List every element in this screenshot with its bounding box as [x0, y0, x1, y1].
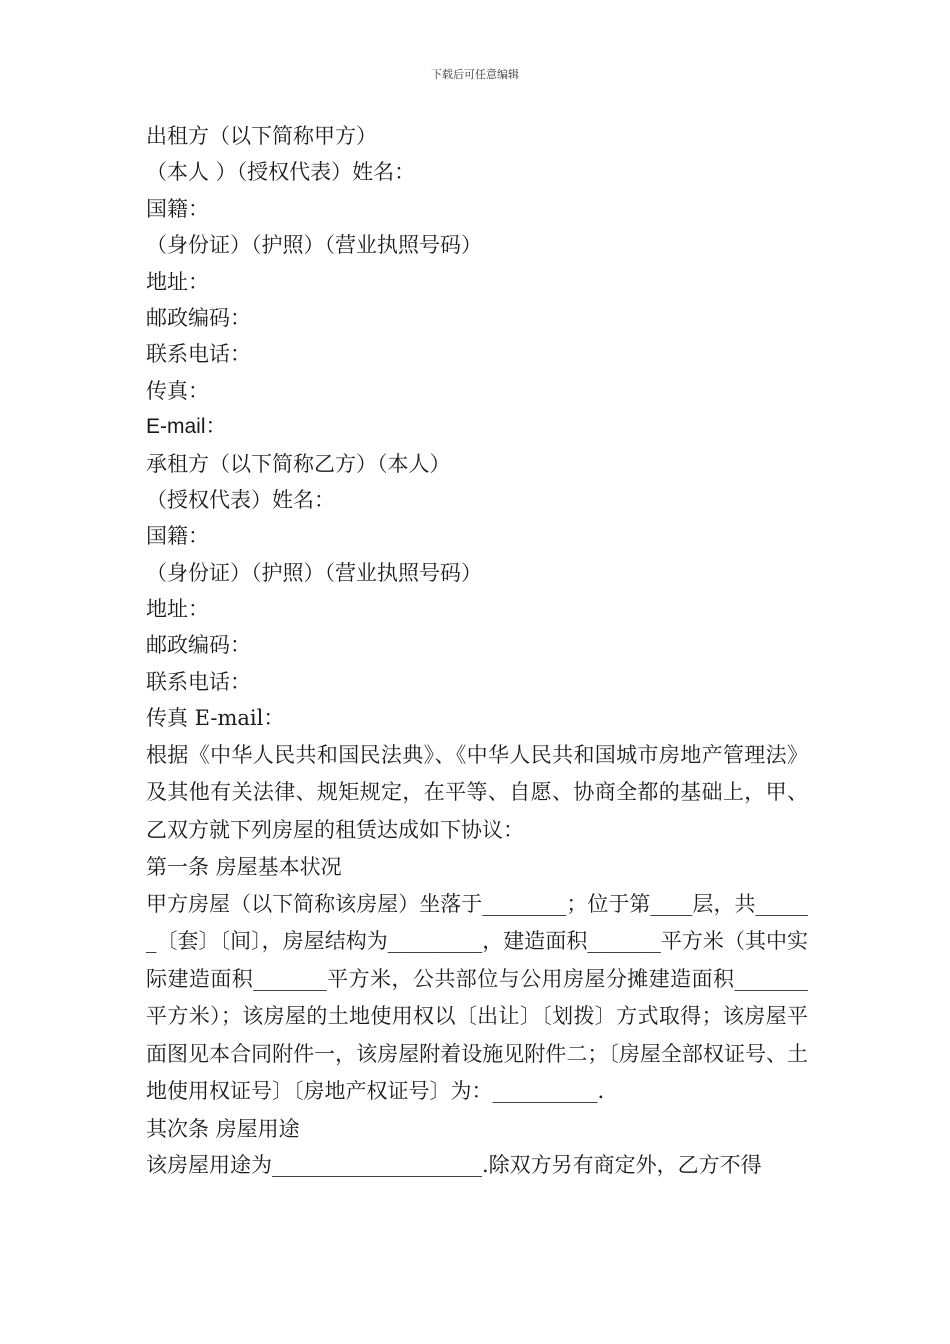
lessee-phone-label: 联系电话：: [146, 669, 251, 694]
lessee-section: [146, 446, 808, 737]
lessor-fax-label: 传真：: [146, 378, 209, 403]
lessor-nationality-label: 国籍：: [146, 196, 209, 221]
lessor-phone-label: 联系电话：: [146, 342, 251, 367]
article-2-heading: 其次条 房屋用途: [146, 1116, 300, 1141]
article-1-body: 甲方房屋（以下简称该房屋）坐落于________；位于第____层，共______〔套〕〔间〕，房屋结构为_________，建造面积_______平方米（其中实际建造面积_______平方米，公共部位与公用房屋分摊建造面积_______平方米）；该房屋的土地使用权以〔出让〕〔划拨〕方式取得；该房屋平面图见本合同附件一，该房屋附着设施见附件二；〔房屋全部权证号、土地使用权证号〕〔房地产权证号〕为：__________.: [146, 891, 808, 1104]
lessee-name-label: （授权代表）姓名：: [146, 487, 335, 512]
preamble-paragraph: 根据《中华人民共和国民法典》、《中华人民共和国城市房地产管理法》及其他有关法律、规矩规定，在平等、自愿、协商全都的基础上，甲、乙双方就下列房屋的租赁达成如下协议：: [146, 742, 808, 842]
article-1-heading: 第一条 房屋基本状况: [146, 855, 342, 880]
lessee-id-label: （身份证）（护照）（营业执照号码）: [146, 560, 482, 585]
page-header-note: 下载后可任意编辑: [431, 68, 519, 81]
lessor-title: 出租方（以下简称甲方）: [146, 124, 377, 148]
lessor-postcode-label: 邮政编码：: [146, 305, 251, 330]
lessee-fax-email-label: 传真 E-mail：: [146, 706, 285, 731]
lessor-id-label: （身份证）（护照）（营业执照号码）: [146, 233, 482, 258]
lessee-postcode-label: 邮政编码：: [146, 633, 251, 658]
lessee-title: 承租方（以下简称乙方）（本人）: [146, 451, 451, 476]
lessor-section: [146, 118, 808, 446]
lessor-email-label: E-mail：: [146, 415, 227, 439]
lessee-nationality-label: 国籍：: [146, 524, 209, 549]
contract-body: [146, 118, 808, 1184]
lessor-name-label: （本人 ）（授权代表）姓名：: [146, 160, 416, 185]
article-2-body: 该房屋用途为____________________.除双方另有商定外，乙方不得: [146, 1152, 762, 1177]
lessee-address-label: 地址：: [146, 597, 209, 622]
lessor-address-label: 地址：: [146, 269, 209, 294]
